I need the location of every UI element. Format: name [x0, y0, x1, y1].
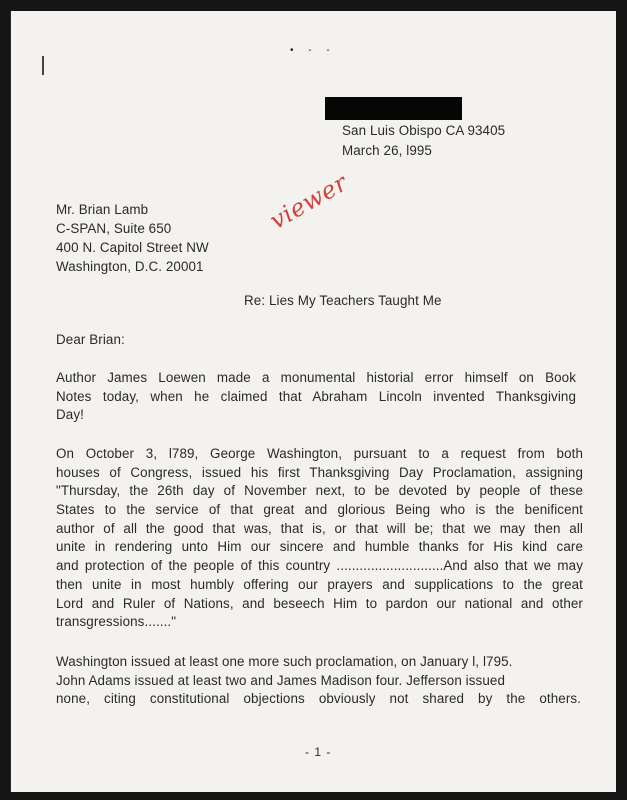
recipient-org: C-SPAN, Suite 650 [56, 221, 172, 236]
recipient-street: 400 N. Capitol Street NW [56, 240, 209, 255]
paragraph-3-line: none, citing constitutional objections obviously not shared by the others. [56, 691, 581, 707]
paragraph-2-line: houses of Congress, issued his first Thanksgiving Day Proclamation, assigning [56, 464, 583, 480]
paragraph-2-line: On October 3, l789, George Washington, pursuant to a request from both [56, 446, 583, 461]
paragraph-2-line: author of all the good that was, that is, or that will be; that we may then all [56, 520, 583, 536]
re-line: Re: Lies My Teachers Taught Me [244, 293, 442, 308]
redacted-name-block [325, 97, 462, 120]
paragraph-3 [56, 653, 581, 709]
recipient-city: Washington, D.C. 20001 [56, 259, 204, 274]
paragraph-2-line: transgressions......." [56, 614, 177, 630]
paragraph-2 [56, 445, 583, 632]
letter-date: March 26, l995 [342, 143, 432, 158]
paragraph-2-line: States to the service of that great and glorious Being who is the benificent [56, 502, 583, 518]
margin-mark [42, 56, 44, 75]
paragraph-2-line: "Thursday, the 26th day of November next, to be devoted by people of these [56, 483, 583, 499]
sender-city-line: San Luis Obispo CA 93405 [342, 123, 506, 138]
recipient-name: Mr. Brian Lamb [56, 202, 149, 217]
paragraph-1-line: Notes today, when he claimed that Abraham Lincoln invented Thanksgiving [56, 388, 576, 404]
page-number: - 1 - [305, 745, 332, 759]
scan-specks: • - - [290, 45, 336, 56]
letter-page [10, 11, 616, 792]
paragraph-1-line: Day! [56, 407, 84, 423]
paragraph-2-line: Lord and Ruler of Nations, and beseech Him to pardon our national and other [56, 595, 583, 611]
salutation: Dear Brian: [56, 332, 125, 347]
paragraph-2-line: and protection of the people of this country ............................And also that we may [56, 558, 583, 574]
paragraph-2-line: then unite in most humbly offering our prayers and supplications to the great [56, 576, 583, 592]
paragraph-3-line: John Adams issued at least two and James Madison four. Jefferson issued [56, 672, 505, 688]
paragraph-3-line: Washington issued at least one more such proclamation, on January l, l795. [56, 654, 513, 669]
paragraph-1 [56, 369, 576, 425]
paragraph-2-line: unite in rendering unto Him our sincere and humble thanks for His kind care [56, 539, 583, 555]
paragraph-1-line: Author James Loewen made a monumental historial error himself on Book [56, 370, 576, 385]
handwritten-note: viewer [265, 168, 353, 235]
